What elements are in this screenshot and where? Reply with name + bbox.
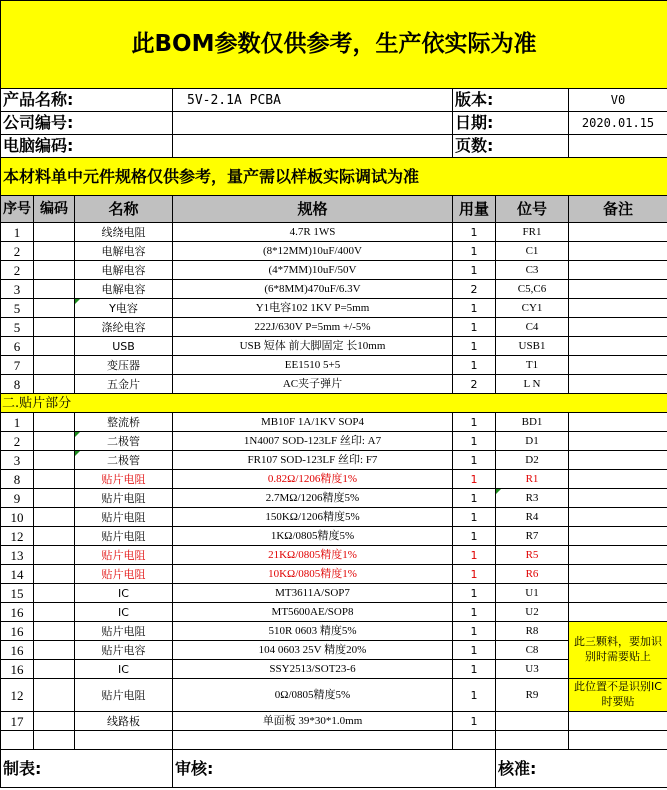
- cell-seq: 2: [1, 242, 34, 261]
- cell-spec: 2.7MΩ/1206精度5%: [173, 489, 453, 508]
- cell-seq: 12: [1, 679, 34, 712]
- cell-spec: Y1电容102 1KV P=5mm: [173, 299, 453, 318]
- cell-spec: 0Ω/0805精度5%: [173, 679, 453, 712]
- cell-spec: (8*12MM)10uF/400V: [173, 242, 453, 261]
- table-row: [1, 527, 667, 546]
- notice-row: [1, 158, 667, 196]
- cell-position: [496, 712, 569, 731]
- cell-position: L N: [496, 375, 569, 394]
- cell-code: [34, 432, 75, 451]
- cell-seq: 6: [1, 337, 34, 356]
- column-header-row: [1, 196, 667, 223]
- cell-code: [34, 527, 75, 546]
- cell-code: [34, 489, 75, 508]
- cell-code: [34, 603, 75, 622]
- cell-empty: [173, 731, 453, 750]
- cell-seq: 10: [1, 508, 34, 527]
- cell-position: C1: [496, 242, 569, 261]
- cell-name: 电解电容: [75, 242, 173, 261]
- product-name-value: 5V-2.1A PCBA: [173, 89, 453, 112]
- header-name: 名称: [75, 196, 173, 223]
- cell-spec: 10KΩ/0805精度1%: [173, 565, 453, 584]
- header-position: 位号: [496, 196, 569, 223]
- cell-seq: 13: [1, 546, 34, 565]
- cell-name: USB: [75, 337, 173, 356]
- header-qty: 用量: [453, 196, 496, 223]
- cell-remark: [569, 432, 667, 451]
- cell-remark: [569, 470, 667, 489]
- cell-code: [34, 641, 75, 660]
- prepared-by-label: 制表:: [1, 750, 173, 788]
- cell-remark: [569, 356, 667, 375]
- cell-code: [34, 565, 75, 584]
- cell-qty: 1: [453, 527, 496, 546]
- version-label: 版本:: [453, 89, 569, 112]
- footer-row: [1, 750, 667, 788]
- computer-code-value: [173, 135, 453, 158]
- cell-qty: 1: [453, 712, 496, 731]
- cell-code: [34, 299, 75, 318]
- cell-qty: 1: [453, 470, 496, 489]
- cell-qty: 1: [453, 546, 496, 565]
- cell-qty: 1: [453, 489, 496, 508]
- cell-remark: [569, 508, 667, 527]
- cell-code: [34, 356, 75, 375]
- cell-qty: 1: [453, 584, 496, 603]
- cell-code: [34, 261, 75, 280]
- cell-name: IC: [75, 660, 173, 679]
- info-row-company: [1, 112, 667, 135]
- cell-code: [34, 375, 75, 394]
- cell-code: [34, 622, 75, 641]
- cell-remark: [569, 280, 667, 299]
- cell-name: 电解电容: [75, 280, 173, 299]
- table-row: [1, 223, 667, 242]
- company-code-label: 公司编号:: [1, 112, 173, 135]
- cell-seq: 7: [1, 356, 34, 375]
- cell-spec: USB 短体 前大脚固定 长10mm: [173, 337, 453, 356]
- cell-spec: MT3611A/SOP7: [173, 584, 453, 603]
- cell-remark: [569, 527, 667, 546]
- cell-seq: 3: [1, 280, 34, 299]
- cell-seq: 14: [1, 565, 34, 584]
- cell-position: U3: [496, 660, 569, 679]
- cell-name: 贴片电阻: [75, 508, 173, 527]
- cell-code: [34, 242, 75, 261]
- section2-title: 二.贴片部分: [1, 394, 667, 413]
- cell-code: [34, 508, 75, 527]
- cell-spec: SSY2513/SOT23-6: [173, 660, 453, 679]
- cell-seq: 15: [1, 584, 34, 603]
- cell-remark: [569, 565, 667, 584]
- table-row: [1, 280, 667, 299]
- cell-seq: 12: [1, 527, 34, 546]
- cell-code: [34, 679, 75, 712]
- cell-remark: [569, 413, 667, 432]
- cell-position: C3: [496, 261, 569, 280]
- cell-seq: 16: [1, 641, 34, 660]
- cell-spec: 单面板 39*30*1.0mm: [173, 712, 453, 731]
- cell-seq: 1: [1, 413, 34, 432]
- table-row: [1, 318, 667, 337]
- cell-name: IC: [75, 584, 173, 603]
- cell-qty: 1: [453, 432, 496, 451]
- version-value: V0: [569, 89, 667, 112]
- cell-code: [34, 280, 75, 299]
- approved-by-label: 核准:: [496, 750, 667, 788]
- cell-remark: [569, 546, 667, 565]
- cell-position: D1: [496, 432, 569, 451]
- cell-seq: 5: [1, 318, 34, 337]
- cell-code: [34, 712, 75, 731]
- cell-position: C8: [496, 641, 569, 660]
- cell-qty: 1: [453, 261, 496, 280]
- cell-name: 线绕电阻: [75, 223, 173, 242]
- cell-position: CY1: [496, 299, 569, 318]
- cell-remark: [569, 489, 667, 508]
- cell-qty: 1: [453, 641, 496, 660]
- header-remark: 备注: [569, 196, 667, 223]
- pages-value: [569, 135, 667, 158]
- cell-seq: 1: [1, 223, 34, 242]
- table-row: [1, 565, 667, 584]
- cell-empty: [1, 731, 34, 750]
- cell-qty: 1: [453, 223, 496, 242]
- table-row: [1, 584, 667, 603]
- cell-remark: [569, 584, 667, 603]
- table-row: [1, 508, 667, 527]
- table-row: [1, 432, 667, 451]
- date-label: 日期:: [453, 112, 569, 135]
- cell-position: BD1: [496, 413, 569, 432]
- header-seq: 序号: [1, 196, 34, 223]
- table-row: [1, 489, 667, 508]
- cell-position: R4: [496, 508, 569, 527]
- cell-seq: 16: [1, 603, 34, 622]
- cell-qty: 1: [453, 603, 496, 622]
- cell-name: 贴片电阻: [75, 470, 173, 489]
- cell-remark: [569, 223, 667, 242]
- table-row: [1, 375, 667, 394]
- pages-label: 页数:: [453, 135, 569, 158]
- cell-position: D2: [496, 451, 569, 470]
- cell-name: 贴片电阻: [75, 546, 173, 565]
- cell-name: 二极管: [75, 451, 173, 470]
- table-row: [1, 470, 667, 489]
- header-spec: 规格: [173, 196, 453, 223]
- info-row-product: [1, 89, 667, 112]
- cell-remark: [569, 318, 667, 337]
- date-value: 2020.01.15: [569, 112, 667, 135]
- cell-qty: 1: [453, 413, 496, 432]
- cell-remark: [569, 451, 667, 470]
- cell-name: 整流桥: [75, 413, 173, 432]
- cell-code: [34, 337, 75, 356]
- cell-spec: MT5600AE/SOP8: [173, 603, 453, 622]
- cell-code: [34, 413, 75, 432]
- cell-qty: 1: [453, 508, 496, 527]
- table-row: [1, 679, 667, 712]
- cell-position: C5,C6: [496, 280, 569, 299]
- table-row: [1, 242, 667, 261]
- cell-spec: MB10F 1A/1KV SOP4: [173, 413, 453, 432]
- cell-seq: 2: [1, 432, 34, 451]
- table-row: [1, 712, 667, 731]
- cell-position: C4: [496, 318, 569, 337]
- cell-position: R8: [496, 622, 569, 641]
- cell-position: R5: [496, 546, 569, 565]
- cell-code: [34, 660, 75, 679]
- cell-position: R1: [496, 470, 569, 489]
- cell-remark: [569, 375, 667, 394]
- cell-seq: 2: [1, 261, 34, 280]
- cell-code: [34, 470, 75, 489]
- cell-remark: [569, 712, 667, 731]
- cell-qty: 1: [453, 242, 496, 261]
- cell-code: [34, 318, 75, 337]
- cell-qty: 1: [453, 679, 496, 712]
- remark-note-identification: 此三颗料，要加识别时需要贴上: [569, 622, 667, 679]
- cell-qty: 2: [453, 280, 496, 299]
- cell-empty: [34, 731, 75, 750]
- cell-name: 贴片电阻: [75, 527, 173, 546]
- cell-position: U2: [496, 603, 569, 622]
- cell-spec: FR107 SOD-123LF 丝印: F7: [173, 451, 453, 470]
- table-row: [1, 261, 667, 280]
- cell-name: IC: [75, 603, 173, 622]
- cell-name: 二极管: [75, 432, 173, 451]
- cell-seq: 16: [1, 660, 34, 679]
- cell-code: [34, 546, 75, 565]
- cell-empty: [569, 731, 667, 750]
- cell-spec: 1N4007 SOD-123LF 丝印: A7: [173, 432, 453, 451]
- cell-position: U1: [496, 584, 569, 603]
- cell-seq: 3: [1, 451, 34, 470]
- cell-code: [34, 584, 75, 603]
- cell-position: R9: [496, 679, 569, 712]
- cell-code: [34, 223, 75, 242]
- cell-spec: 510R 0603 精度5%: [173, 622, 453, 641]
- cell-spec: EE1510 5+5: [173, 356, 453, 375]
- cell-name: 电解电容: [75, 261, 173, 280]
- cell-seq: 16: [1, 622, 34, 641]
- company-code-value: [173, 112, 453, 135]
- cell-name: 贴片电阻: [75, 565, 173, 584]
- cell-spec: AC夹子弹片: [173, 375, 453, 394]
- cell-spec: 0.82Ω/1206精度1%: [173, 470, 453, 489]
- cell-spec: (4*7MM)10uF/50V: [173, 261, 453, 280]
- cell-remark: [569, 242, 667, 261]
- computer-code-label: 电脑编码:: [1, 135, 173, 158]
- cell-position: R3: [496, 489, 569, 508]
- table-row: [1, 356, 667, 375]
- cell-empty: [453, 731, 496, 750]
- cell-spec: 21KΩ/0805精度1%: [173, 546, 453, 565]
- cell-name: 变压器: [75, 356, 173, 375]
- cell-position: R7: [496, 527, 569, 546]
- table-row: [1, 299, 667, 318]
- cell-seq: 17: [1, 712, 34, 731]
- cell-qty: 1: [453, 337, 496, 356]
- product-name-label: 产品名称:: [1, 89, 173, 112]
- cell-name: 贴片电容: [75, 641, 173, 660]
- cell-empty: [75, 731, 173, 750]
- remark-note-position: 此位置不是识别IC时要贴: [569, 679, 667, 712]
- cell-remark: [569, 337, 667, 356]
- cell-spec: 222J/630V P=5mm +/-5%: [173, 318, 453, 337]
- table-row: [1, 641, 667, 660]
- cell-name: 贴片电阻: [75, 622, 173, 641]
- table-row: [1, 603, 667, 622]
- table-row: [1, 622, 667, 641]
- cell-qty: 2: [453, 375, 496, 394]
- empty-row: [1, 731, 667, 750]
- cell-spec: 1KΩ/0805精度5%: [173, 527, 453, 546]
- table-row: [1, 546, 667, 565]
- cell-remark: [569, 603, 667, 622]
- cell-qty: 1: [453, 660, 496, 679]
- cell-empty: [496, 731, 569, 750]
- cell-qty: 1: [453, 318, 496, 337]
- cell-code: [34, 451, 75, 470]
- cell-name: 线路板: [75, 712, 173, 731]
- reviewed-by-label: 审核:: [173, 750, 496, 788]
- notice-text: 本材料单中元件规格仅供参考，量产需以样板实际调试为准: [1, 158, 667, 196]
- cell-spec: 4.7R 1WS: [173, 223, 453, 242]
- cell-qty: 1: [453, 451, 496, 470]
- cell-spec: (6*8MM)470uF/6.3V: [173, 280, 453, 299]
- table-row: [1, 337, 667, 356]
- document-title: 此BOM参数仅供参考，生产依实际为准: [1, 1, 667, 89]
- cell-remark: [569, 299, 667, 318]
- table-row: [1, 451, 667, 470]
- cell-seq: 8: [1, 375, 34, 394]
- cell-position: FR1: [496, 223, 569, 242]
- cell-spec: 104 0603 25V 精度20%: [173, 641, 453, 660]
- cell-seq: 8: [1, 470, 34, 489]
- cell-seq: 5: [1, 299, 34, 318]
- table-row: [1, 660, 667, 679]
- cell-qty: 1: [453, 622, 496, 641]
- section-header-row: [1, 394, 667, 413]
- cell-qty: 1: [453, 299, 496, 318]
- cell-qty: 1: [453, 565, 496, 584]
- cell-position: T1: [496, 356, 569, 375]
- cell-seq: 9: [1, 489, 34, 508]
- cell-name: 涤纶电容: [75, 318, 173, 337]
- cell-qty: 1: [453, 356, 496, 375]
- title-row: [1, 1, 667, 89]
- cell-name: 贴片电阻: [75, 679, 173, 712]
- cell-spec: 150KΩ/1206精度5%: [173, 508, 453, 527]
- table-row: [1, 413, 667, 432]
- cell-name: 五金片: [75, 375, 173, 394]
- cell-remark: [569, 261, 667, 280]
- cell-name: 贴片电阻: [75, 489, 173, 508]
- cell-position: USB1: [496, 337, 569, 356]
- info-row-computer: [1, 135, 667, 158]
- header-code: 编码: [34, 196, 75, 223]
- cell-name: Y电容: [75, 299, 173, 318]
- cell-position: R6: [496, 565, 569, 584]
